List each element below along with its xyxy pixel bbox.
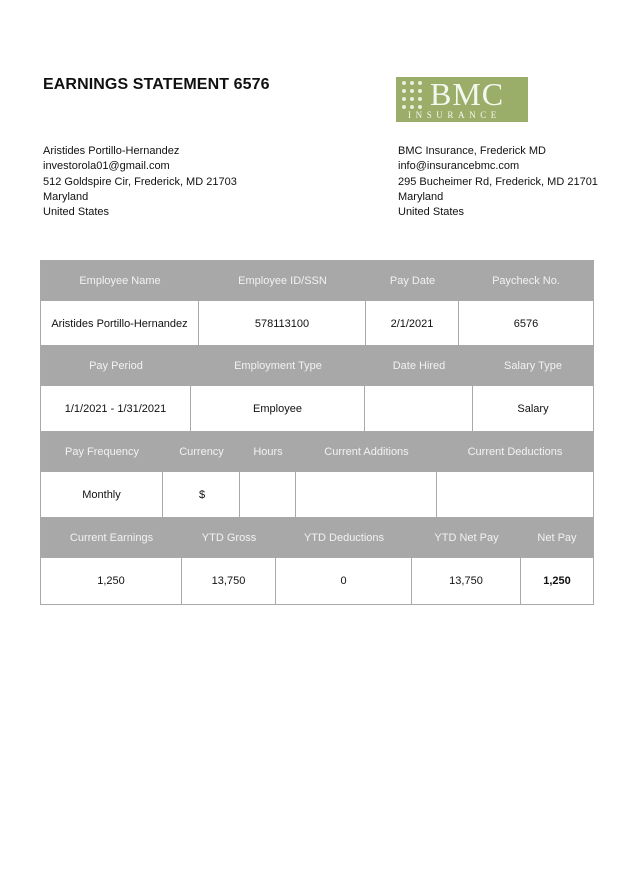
cell-pay-date: 2/1/2021 bbox=[366, 301, 459, 347]
table-header-row bbox=[41, 432, 593, 472]
cell-pay-frequency: Monthly bbox=[41, 472, 163, 518]
cell-employment-type: Employee bbox=[191, 386, 365, 432]
header-ytd-gross: YTD Gross bbox=[201, 532, 257, 544]
cell-current-additions bbox=[296, 472, 437, 518]
employment-info-table bbox=[40, 345, 594, 433]
cell-pay-period: 1/1/2021 - 1/31/2021 bbox=[41, 386, 191, 432]
logo-subtitle: INSURANCE bbox=[408, 110, 501, 120]
header-employee-name: Employee Name bbox=[79, 275, 161, 287]
cell-current-earnings: 1,250 bbox=[41, 558, 182, 604]
header-net-pay: Net Pay bbox=[537, 532, 577, 544]
header-current-earnings: Current Earnings bbox=[69, 532, 154, 544]
header-current-additions: Current Additions bbox=[324, 446, 409, 458]
cell-paycheck-no: 6576 bbox=[513, 318, 539, 330]
table-header-row bbox=[41, 518, 593, 558]
header-employment-type: Employment Type bbox=[234, 360, 322, 372]
logo-dots-icon bbox=[402, 81, 426, 109]
table-header-row bbox=[41, 346, 593, 386]
header-pay-date: Pay Date bbox=[389, 275, 436, 287]
statement-title: EARNINGS STATEMENT 6576 bbox=[43, 76, 270, 93]
employee-address-block bbox=[43, 144, 237, 220]
header-salary-type: Salary Type bbox=[504, 360, 562, 372]
header-employee-id: Employee ID/SSN bbox=[238, 275, 327, 287]
header-pay-period: Pay Period bbox=[89, 360, 143, 372]
header-date-hired: Date Hired bbox=[392, 360, 446, 372]
header-ytd-deductions: YTD Deductions bbox=[303, 532, 385, 544]
employer-name: BMC Insurance, Frederick MD bbox=[398, 145, 546, 157]
header-currency: Currency bbox=[179, 446, 224, 458]
cell-employee-id: 578113100 bbox=[199, 301, 366, 347]
header-paycheck-no: Paycheck No. bbox=[492, 275, 560, 287]
employee-country: United States bbox=[43, 206, 110, 219]
logo-wordmark: BMC bbox=[430, 76, 505, 112]
cell-salary-type: Salary bbox=[517, 403, 549, 415]
employee-street: 512 Goldspire Cir, Frederick, MD 21703 bbox=[43, 175, 237, 188]
table-header-row bbox=[41, 261, 593, 301]
cell-date-hired bbox=[365, 386, 473, 432]
bmc-insurance-logo bbox=[396, 77, 528, 122]
cell-current-deductions bbox=[437, 472, 593, 518]
cell-ytd-net-pay: 13,750 bbox=[412, 558, 521, 604]
cell-hours bbox=[240, 472, 296, 518]
employer-state: Maryland bbox=[398, 190, 444, 203]
employee-state: Maryland bbox=[43, 190, 89, 203]
cell-ytd-deductions: 0 bbox=[276, 558, 412, 604]
cell-employee-name: Aristides Portillo-Hernandez bbox=[41, 301, 199, 347]
employer-street: 295 Bucheimer Rd, Frederick, MD 21701 bbox=[398, 175, 598, 188]
header-current-deductions: Current Deductions bbox=[467, 446, 563, 458]
employer-country: United States bbox=[398, 206, 465, 219]
header-pay-frequency: Pay Frequency bbox=[65, 446, 139, 458]
cell-currency: $ bbox=[163, 472, 240, 518]
cell-ytd-gross: 13,750 bbox=[182, 558, 276, 604]
table-row bbox=[41, 472, 593, 518]
employee-info-table bbox=[40, 260, 594, 348]
employee-name: Aristides Portillo-Hernandez bbox=[43, 145, 180, 157]
earnings-summary-table bbox=[40, 517, 594, 605]
employer-email: info@insurancebmc.com bbox=[398, 160, 520, 173]
table-row bbox=[41, 558, 593, 604]
employer-address-block bbox=[398, 144, 598, 220]
table-row bbox=[41, 386, 593, 432]
header-ytd-net-pay: YTD Net Pay bbox=[434, 532, 499, 544]
cell-net-pay: 1,250 bbox=[543, 575, 571, 587]
header-hours: Hours bbox=[253, 446, 283, 458]
pay-details-table bbox=[40, 431, 594, 519]
table-row bbox=[41, 301, 593, 347]
employee-email: investorola01@gmail.com bbox=[43, 160, 170, 173]
